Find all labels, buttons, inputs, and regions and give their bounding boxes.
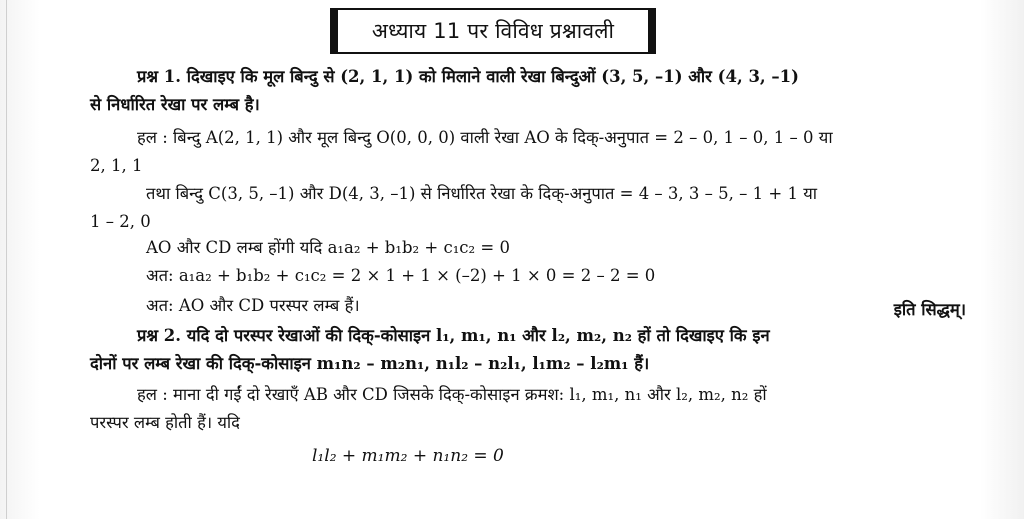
q2-equation: l₁l₂ + m₁m₂ + n₁n₂ = 0 (312, 446, 504, 466)
q1-solution-line-6: अत: a₁a₂ + b₁b₂ + c₁c₂ = 2 × 1 + 1 × (–2) + 1 × 0 = 2 – 2 = 0 (146, 266, 656, 285)
q1-solution-line-2: 2, 1, 1 (90, 156, 143, 175)
chapter-title: अध्याय 11 पर विविध प्रश्नावली (371, 19, 615, 43)
q2-line-1: प्रश्न 2. यदि दो परस्पर रेखाओं की दिक्-कोसाइन l₁, m₁, n₁ और l₂, m₂, n₂ हों तो दिखाइए कि इन (137, 326, 770, 345)
q1-solution-line-4: 1 – 2, 0 (90, 212, 151, 231)
q2-solution-line-2: परस्पर लम्ब होती हैं। यदि (90, 413, 240, 432)
q1-solution-line-3: तथा बिन्दु C(3, 5, –1) और D(4, 3, –1) से निर्धारित रेखा के दिक्-अनुपात = 4 – 3, 3 – 5, – 1 + 1 या (146, 184, 818, 203)
q2-solution-line-1: हल : माना दी गईं दो रेखाएँ AB और CD जिसके दिक्-कोसाइन क्रमश: l₁, m₁, n₁ और l₂, m₂, n₂ हों (137, 385, 767, 404)
q1-line-1: प्रश्न 1. दिखाइए कि मूल बिन्दु से (2, 1, 1) को मिलाने वाली रेखा बिन्दुओं (3, 5, –1) और (4, 3, –1) (137, 67, 799, 86)
chapter-header (330, 8, 656, 54)
q1-solution-line-1: हल : बिन्दु A(2, 1, 1) और मूल बिन्दु O(0, 0, 0) वाली रेखा AO के दिक्-अनुपात = 2 – 0, 1 – 0, 1 – 0 या (137, 128, 833, 147)
q2-line-2: दोनों पर लम्ब रेखा की दिक्-कोसाइन m₁n₂ – m₂n₁, n₁l₂ – n₂l₁, l₁m₂ – l₂m₁ हैं। (90, 354, 650, 373)
q1-line-2: से निर्धारित रेखा पर लम्ब है। (90, 95, 260, 114)
qed-label: इति सिद्धम्। (893, 300, 966, 319)
q1-solution-line-7: अत: AO और CD परस्पर लम्ब हैं। (146, 296, 360, 315)
q1-solution-line-5: AO और CD लम्ब होंगी यदि a₁a₂ + b₁b₂ + c₁c₂ = 0 (146, 238, 510, 257)
page-edge (6, 0, 7, 519)
